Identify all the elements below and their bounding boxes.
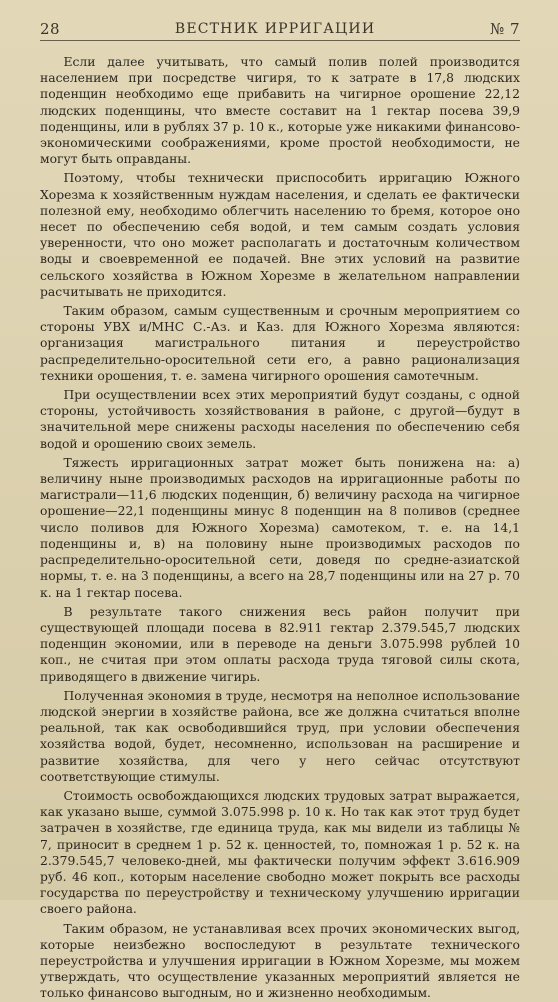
- paragraph: В результате такого снижения весь район получит при существующей площади посева в 82.911 гектар 2.379.545,7 людских поденщин экономии, или в переводе на деньги 3.075.998 рублей 10 коп., не считая при этом оплаты расхода труда тяговой силы скота, приводящего в движение чигирь.: [40, 604, 520, 684]
- paragraph: Поэтому, чтобы технически приспособить ирригацию Южного Хорезма к хозяйственным нуждам населения, и сделать ее фактически полезной ему, необходимо облегчить населению то бремя, которое оно несет по обеспечению себя водой, и тем самым создать условия уверенности, что оно может располагать и достаточным количеством воды и своевременной ее подачей. Вне этих условий на развитие сельского хозяйства в Южном Хорезме в желательном направлении расчитывать не приходится.: [40, 171, 520, 299]
- paragraph: При осуществлении всех этих мероприятий будут созданы, с одной стороны, устойчивость хозяйствования в районе, с другой—будут в значительной мере снижены расходы населения по обеспечению себя водой и орошению своих земель.: [40, 388, 520, 451]
- paragraph: Полученная экономия в труде, несмотря на неполное использование людской энергии в хозяйстве района, все же должна считаться вполне реальной, так как освободившийся труд, при условии обеспечения хозяйства водой, будет, несомненно, использован на расширение и развитие хозяйства, для чего у него сейчас отсутствуют соответствующие стимулы.: [40, 688, 520, 784]
- paragraph: Таким образом, не устанавливая всех прочих экономических выгод, которые неизбежно воспоследуют в результате технического переустройства и улучшения ирригации в Южном Хорезме, мы можем утверждать, что осуществление указанных мероприятий является не только финансово выгодным, но и жизненно необходимым.: [40, 921, 520, 1001]
- page-header: [40, 18, 520, 41]
- article-body: [40, 54, 520, 1001]
- paragraph: Стоимость освобождающихся людских трудовых затрат выражается, как указано выше, суммой 3.075.998 р. 10 к. Но так как этот труд будет затрачен в хозяйстве, где единица труда, как мы видели из таблицы № 7, приносит в среднем 1 р. 52 к. ценностей, то, помножая 1 р. 52 к. на 2.379.545,7 человеко-дней, мы фактически получим эффект 3.616.909 руб. 46 коп., которым население свободно может покрыть все расходы государства по переустройству и техническому улучшению ирригации своего района.: [40, 788, 520, 917]
- issue-number: № 7: [489, 20, 520, 38]
- page-number: 28: [40, 20, 61, 38]
- journal-title: ВЕСТНИК ИРРИГАЦИИ: [174, 21, 376, 37]
- paragraph: Таким образом, самым существенным и срочным мероприятием со стороны УВХ и/МНС С.-Аз. и Каз. для Южного Хорезма являются: организация магистрального питания и переустройство распределительно-оросительной сети его, а равно рационализация техники орошения, т. е. замена чигирного орошения самотечным.: [40, 304, 520, 383]
- paragraph: Если далее учитывать, что самый полив полей производится населением при посредстве чигиря, то к затрате в 17,8 людских поденщин необходимо еще прибавить на чигирное орошение 22,12 людских поденщины, что вместе составит на 1 гектар посева 39,9 поденщины, или в рублях 37 р. 10 к., которые уже никакими финансово-экономическими соображениями, кроме простой необходимости, не могут быть оправданы.: [40, 55, 520, 167]
- paragraph: Тяжесть ирригационных затрат может быть понижена на: а) величину ныне производимых расходов на ирригационные работы по магистрали—11,6 людских поденщин, б) величину расхода на чигирное орошение—22,1 поденщины минус 8 поденщин на 8 поливов (среднее число поливов для Южного Хорезма) самотеком, т. е. на 14,1 поденщины и, в) на половину ныне производимых расходов по распределительно-оросительной сети, доведя по средне-азиатской нормы, т. е. на 3 поденщины, а всего на 28,7 поденщины или на 27 р. 70 к. на 1 гектар посева.: [40, 455, 520, 600]
